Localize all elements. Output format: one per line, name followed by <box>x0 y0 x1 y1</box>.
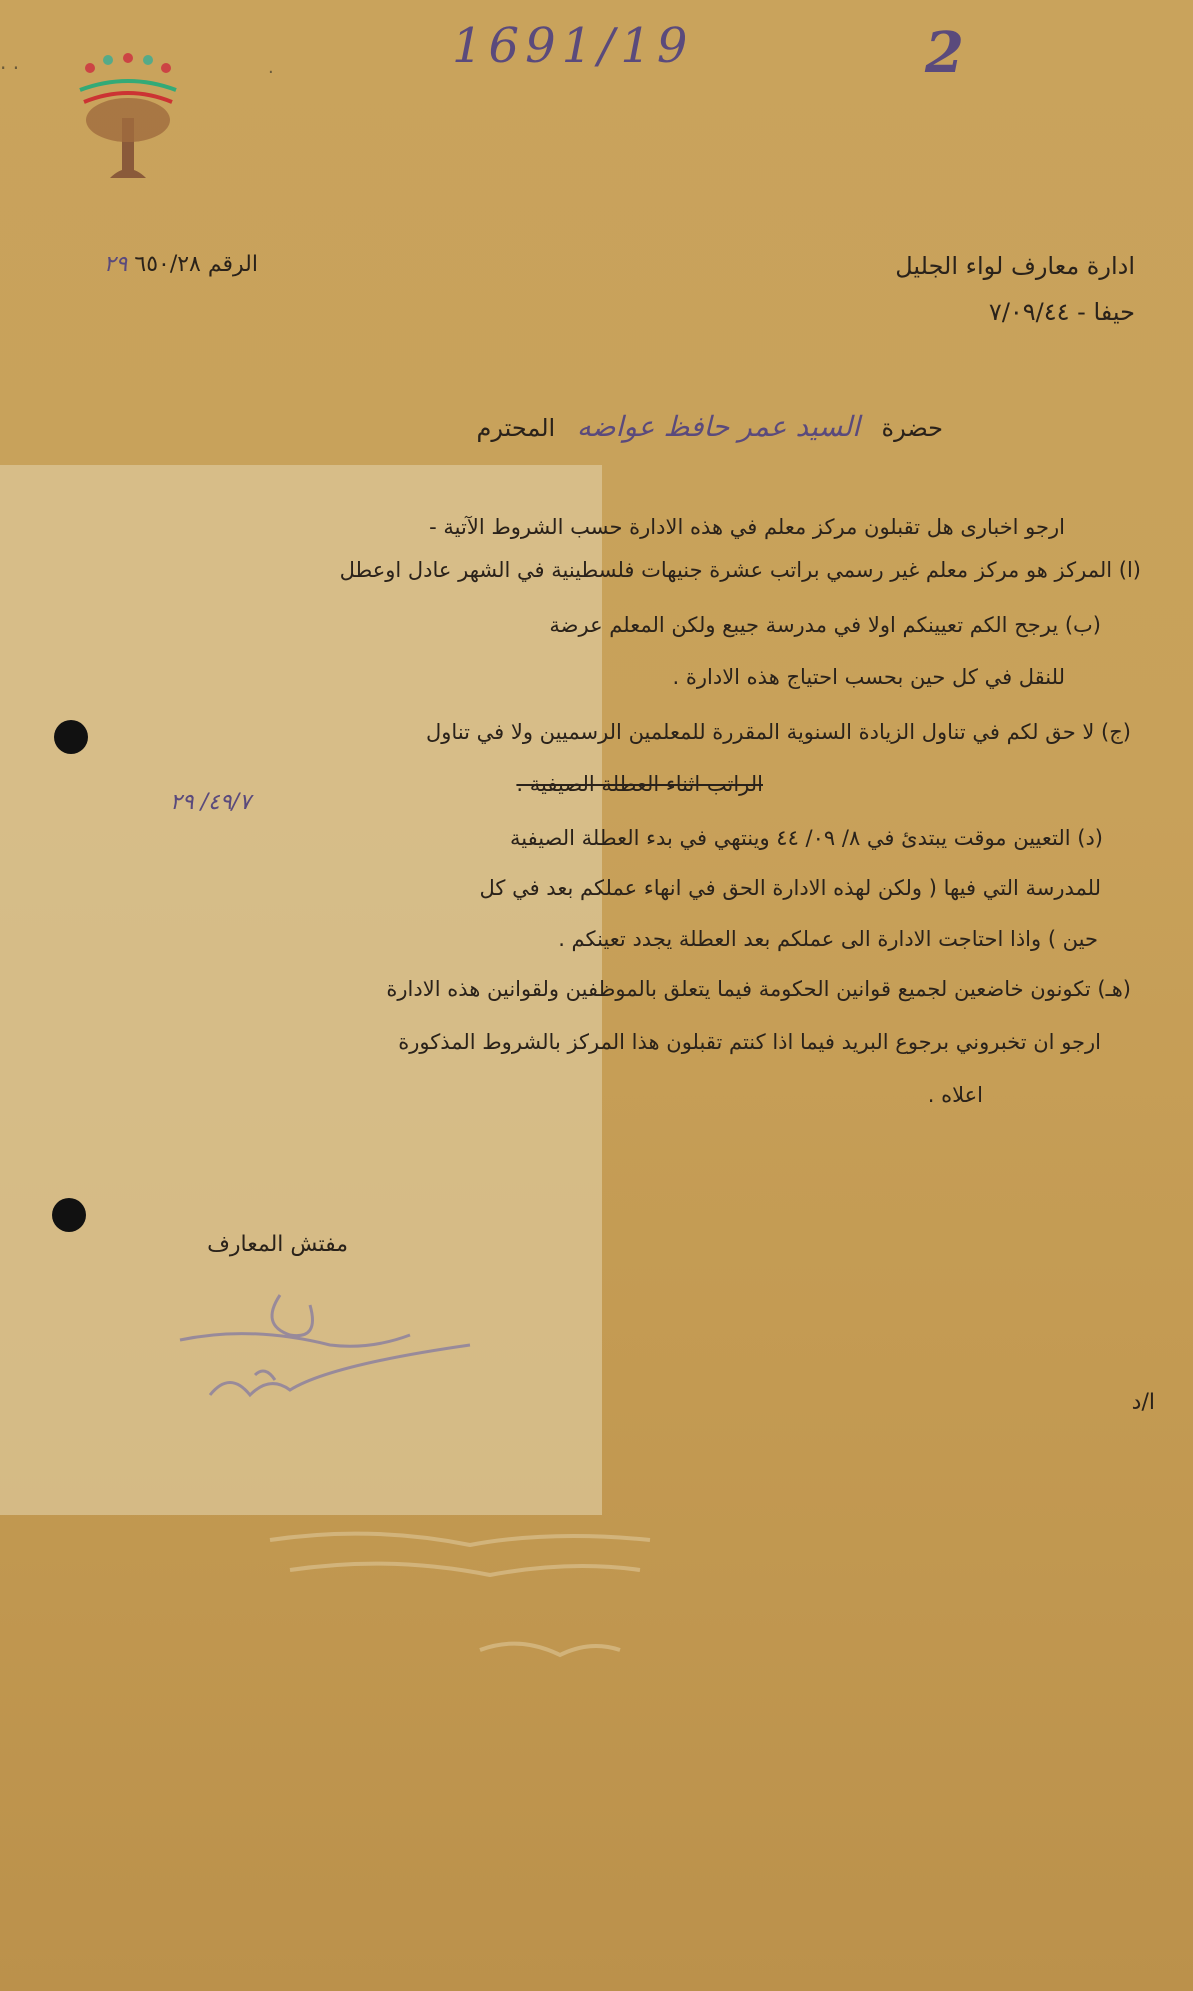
body-line: حين ) واذا احتاجت الادارة الى عملكم بعد العطلة يجدد تعينكم . <box>558 927 1098 951</box>
margin-dots: · · <box>0 56 20 80</box>
margin-dot: · <box>268 62 274 83</box>
body-line-struck: الراتب اثناء العطلة الصيفية . <box>516 772 763 796</box>
page-number: 2 <box>925 20 964 86</box>
reference-mark: ٢٩ <box>103 252 128 277</box>
reference-label: الرقم <box>207 252 258 277</box>
ink-dot <box>52 1198 86 1232</box>
body-line: ارجو اخبارى هل تقبلون مركز معلم في هذه الادارة حسب الشروط الآتية - <box>429 515 1065 539</box>
bleed-through-marks <box>250 1520 670 1690</box>
handwritten-signature <box>170 1285 480 1415</box>
salutation-suffix: المحترم <box>476 414 556 442</box>
office-name: ادارة معارف لواء الجليل <box>895 252 1135 280</box>
body-line: اعلاه . <box>927 1083 983 1107</box>
body-line: (هـ) تكونون خاضعين لجميع قوانين الحكومة فيما يتعلق بالموظفين ولقوانين هذه الادارة <box>386 977 1131 1001</box>
salutation <box>477 410 943 443</box>
body-line: (ا) المركز هو مركز معلم غير رسمي براتب عشرة جنيهات فلسطينية في الشهر عادل اوعطل <box>339 558 1141 582</box>
signatory-title: مفتش المعارف <box>207 1232 348 1257</box>
recipient-name: السيد عمر حافظ عواضه <box>576 410 860 443</box>
body-line: ارجو ان تخبروني برجوع البريد فيما اذا كنتم تقبلون هذا المركز بالشروط المذكورة <box>398 1030 1101 1054</box>
body-line: (ب) يرجح الكم تعيينكم اولا في مدرسة جيبع ولكن المعلم عرضة <box>549 613 1101 637</box>
ink-dot <box>54 720 88 754</box>
body-line: للمدرسة التي فيها ( ولكن لهذه الادارة الحق في انهاء عملكم بعد في كل <box>479 876 1101 900</box>
handwritten-date: ٤٩/٧/ ٢٩ <box>170 790 251 815</box>
reference-number <box>104 252 258 277</box>
body-line: (د) التعيين موقت يبتدئ في ٨/ ٠٩/ ٤٤ وينتهي في بدء العطلة الصيفية <box>509 826 1103 850</box>
city-date: حيفا - ٧/٠٩/٤٤ <box>988 298 1135 326</box>
handwritten-reference: 1691/19 <box>452 18 694 74</box>
body-line: للنقل في كل حين بحسب احتياج هذه الادارة . <box>672 665 1065 689</box>
reference-value: ٦٥٠/٢٨ <box>134 252 201 277</box>
page-suffix: ا/د <box>1131 1390 1155 1415</box>
body-line: (ج) لا حق لكم في تناول الزيادة السنوية المقررة للمعلمين الرسميين ولا في تناول <box>426 720 1131 744</box>
archive-tree-logo <box>70 50 185 190</box>
salutation-prefix: حضرة <box>881 414 943 442</box>
